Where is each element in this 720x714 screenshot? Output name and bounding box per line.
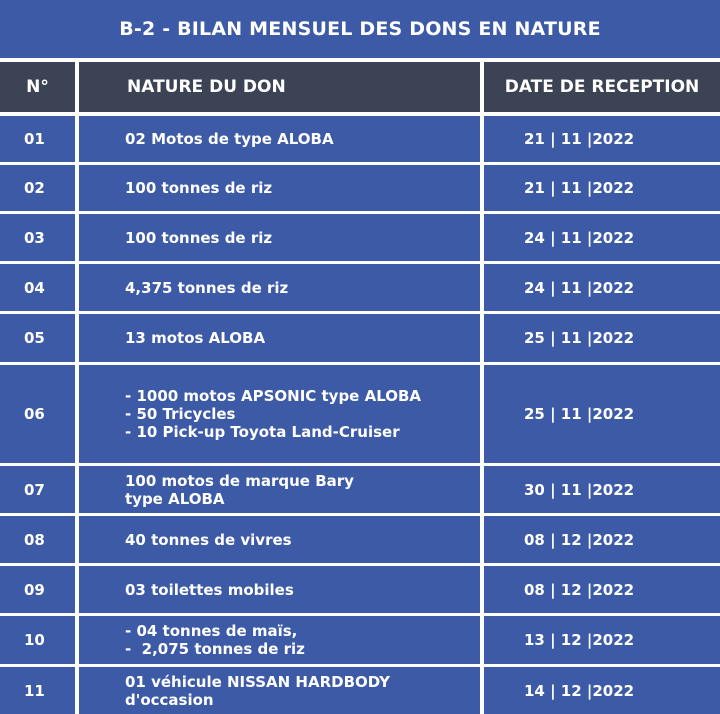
row-nature: [79, 165, 480, 211]
nature-line: 100 tonnes de riz: [125, 179, 273, 197]
nature-line: - 50 Tricycles: [125, 405, 236, 423]
table-row: [0, 516, 720, 563]
nature-line: - 10 Pick-up Toyota Land-Cruiser: [125, 423, 400, 441]
row-nature: [79, 566, 480, 613]
table-row: [0, 365, 720, 463]
row-date: 08 | 12 |2022: [484, 516, 720, 563]
row-number: 06: [0, 365, 75, 463]
row-date: 13 | 12 |2022: [484, 616, 720, 664]
nature-line: d'occasion: [125, 690, 214, 709]
row-date: 21 | 11 |2022: [484, 165, 720, 211]
row-date: 25 | 11 |2022: [484, 314, 720, 362]
nature-line: 100 tonnes de riz: [125, 228, 273, 247]
nature-line: 40 tonnes de vivres: [125, 530, 292, 549]
row-nature: [79, 264, 480, 311]
nature-line: 02 Motos de type ALOBA: [125, 130, 334, 148]
nature-line: - 1000 motos APSONIC type ALOBA: [125, 387, 422, 405]
nature-line: 01 véhicule NISSAN HARDBODY: [125, 672, 390, 691]
row-number: 05: [0, 314, 75, 362]
header-nature: NATURE DU DON: [79, 62, 480, 112]
table-row: [0, 116, 720, 162]
row-nature: [79, 616, 480, 664]
row-date: 25 | 11 |2022: [484, 365, 720, 463]
table-row: [0, 314, 720, 362]
row-number: 08: [0, 516, 75, 563]
nature-line: 100 motos de marque Bary: [125, 471, 354, 490]
row-date: 14 | 12 |2022: [484, 667, 720, 714]
nature-line: type ALOBA: [125, 489, 225, 508]
row-nature: [79, 314, 480, 362]
row-nature: [79, 365, 480, 463]
row-number: 09: [0, 566, 75, 613]
table-row: [0, 667, 720, 714]
table-title: B-2 - BILAN MENSUEL DES DONS EN NATURE: [119, 18, 601, 40]
row-date: 24 | 11 |2022: [484, 264, 720, 311]
header-number: N°: [0, 62, 75, 112]
table-row: [0, 214, 720, 261]
nature-line: - 2,075 tonnes de riz: [125, 640, 305, 658]
row-nature: [79, 116, 480, 162]
row-nature: [79, 466, 480, 513]
row-date: 08 | 12 |2022: [484, 566, 720, 613]
row-nature: [79, 214, 480, 261]
row-number: 02: [0, 165, 75, 211]
row-nature: [79, 516, 480, 563]
row-number: 07: [0, 466, 75, 513]
table-header-row: [0, 62, 720, 112]
table-row: [0, 466, 720, 513]
row-number: 11: [0, 667, 75, 714]
row-number: 03: [0, 214, 75, 261]
nature-line: - 04 tonnes de maïs,: [125, 622, 298, 640]
row-date: 30 | 11 |2022: [484, 466, 720, 513]
table-row: [0, 566, 720, 613]
row-nature: [79, 667, 480, 714]
nature-line: 03 toilettes mobiles: [125, 580, 294, 599]
table-row: [0, 165, 720, 211]
nature-line: 13 motos ALOBA: [125, 329, 266, 347]
table-title-band: [0, 0, 720, 58]
row-date: 24 | 11 |2022: [484, 214, 720, 261]
row-date: 21 | 11 |2022: [484, 116, 720, 162]
table-row: [0, 264, 720, 311]
row-number: 01: [0, 116, 75, 162]
nature-line: 4,375 tonnes de riz: [125, 278, 289, 297]
row-number: 10: [0, 616, 75, 664]
table-row: [0, 616, 720, 664]
row-number: 04: [0, 264, 75, 311]
header-date: DATE DE RECEPTION: [484, 62, 720, 112]
